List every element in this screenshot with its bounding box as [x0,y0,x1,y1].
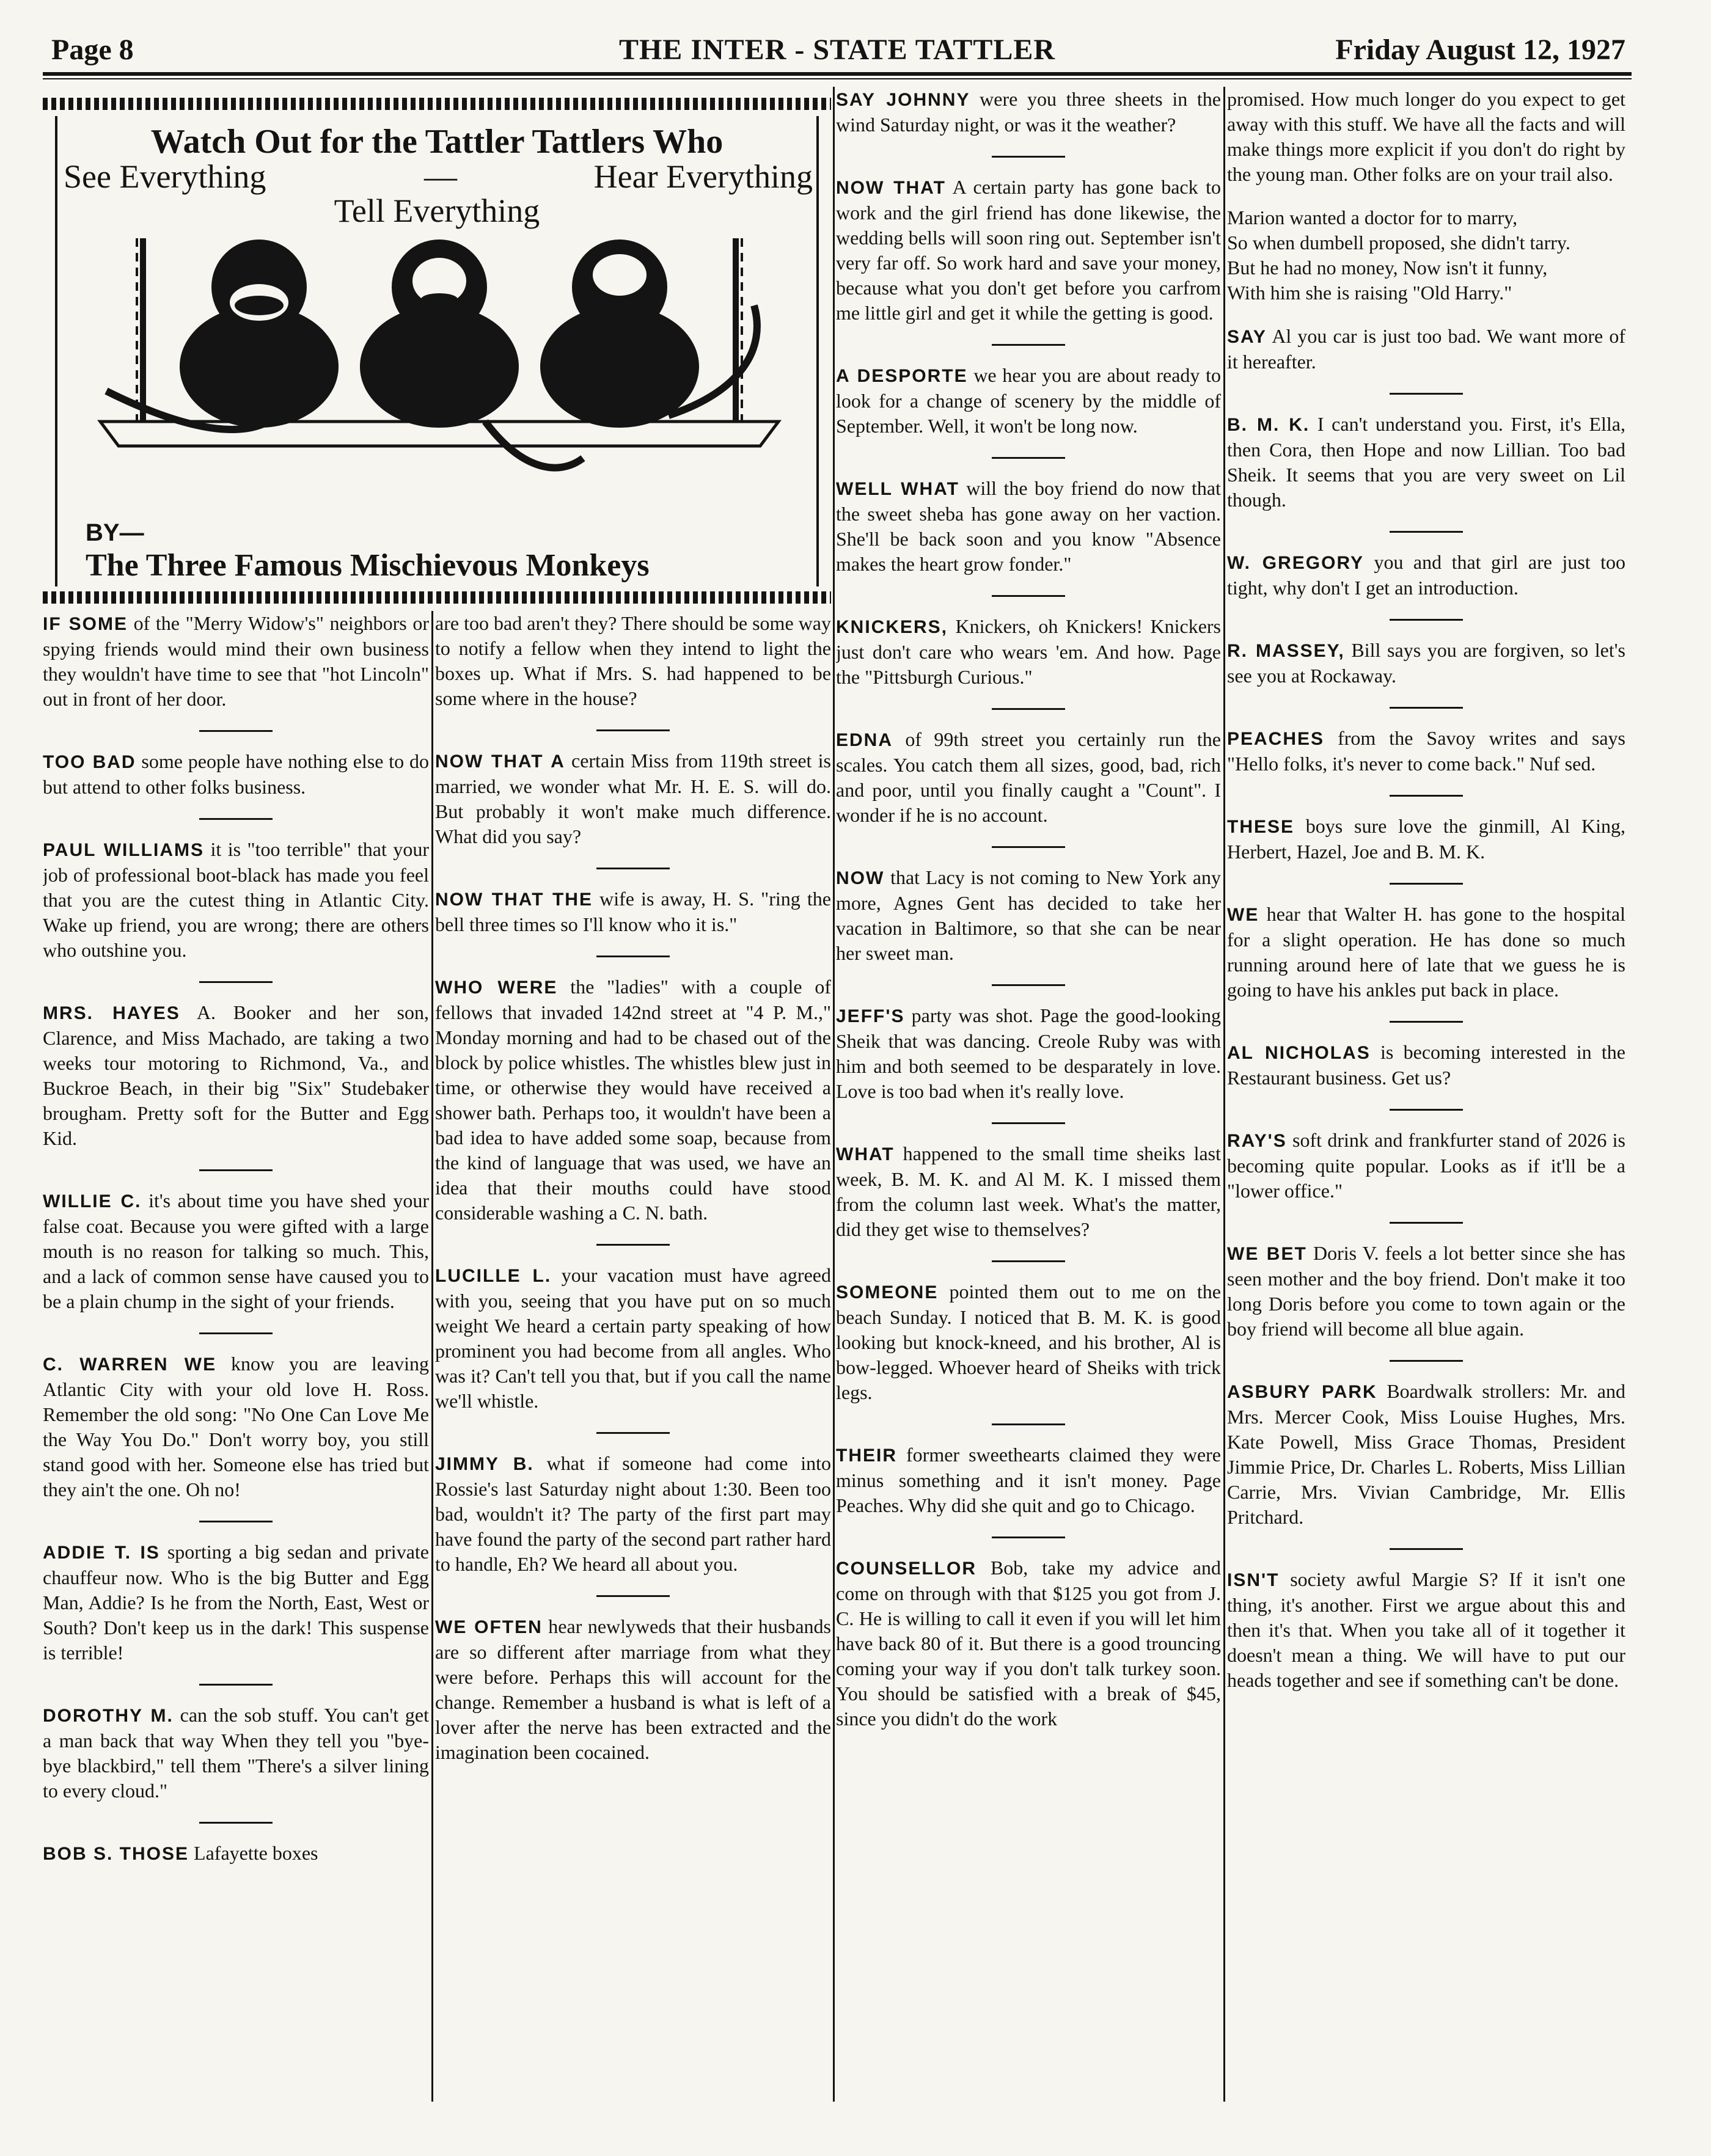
item-lead: R. MASSEY, [1227,641,1345,661]
item-lead: ADDIE T. IS [43,1543,160,1563]
item-separator [1390,1021,1463,1023]
item-lead: AL NICHOLAS [1227,1043,1371,1063]
item-text: Bob, take my advice and come on through with that $125 you got from J. C. He is willing to call it even if you will let him have back 80 of it. But there is a good trouncing coming your way if you don't talk turkey soon. You should be satisfied with a break of $45, since you didn't do the work [836,1557,1221,1730]
item-text: Doris V. feels a lot better since she has seen mother and the boy friend. Don't make it too long Doris before you come to town again or the boy friend will become all blue again. [1227,1242,1625,1340]
item-separator [199,981,273,983]
item-separator [596,729,670,731]
item-lead: MRS. HAYES [43,1003,180,1023]
verse-line: So when dumbell proposed, she didn't tarry. [1227,232,1570,254]
item-lead: WHAT [836,1144,895,1164]
decorative-border-top [43,98,831,110]
item-separator [1390,1109,1463,1111]
item-separator [596,1432,670,1434]
item-lead: BOB S. THOSE [43,1844,189,1864]
feature-frame [55,116,819,587]
item-separator [992,344,1065,346]
item-separator [1390,1548,1463,1550]
item-text: sporting a big sedan and private chauffeur now. Who is the big Butter and Egg Man, Addie? Is he from the North, East, West or South? Don't keep us in the dark! This suspense is terrible! [43,1541,429,1664]
gossip-item [1227,638,1625,689]
verse-line: With him she is raising "Old Harry." [1227,282,1512,304]
masthead-rule [43,72,1632,76]
item-separator [1390,795,1463,797]
gossip-item [43,1841,429,1866]
item-lead: EDNA [836,730,893,750]
gossip-item [836,1003,1221,1104]
gossip-item [1227,412,1625,513]
item-text: Knickers, oh Knickers! Knickers just don't care who wears 'em. And how. Page the "Pittsburgh Curious." [836,615,1221,688]
item-lead: COUNSELLOR [836,1559,976,1579]
gossip-item [435,748,831,849]
item-lead: WE OFTEN [435,1617,543,1637]
item-text: hear that Walter H. has gone to the hospital for a slight operation. He has done so much running around here of late that we guess he is going to have his ankles put back in place. [1227,903,1625,1001]
item-lead: WHO WERE [435,978,558,998]
item-lead: WE BET [1227,1244,1307,1264]
item-text: of the "Merry Widow's" neighbors or spying friends would mind their own business they wouldn't have time to see that "hot Lincoln" out in front of her door. [43,612,429,710]
item-text: boys sure love the ginmill, Al King, Herbert, Hazel, Joe and B. M. K. [1227,815,1625,863]
item-lead: ASBURY PARK [1227,1382,1377,1402]
item-separator [1390,531,1463,533]
gossip-item [435,1614,831,1765]
item-lead: C. WARREN WE [43,1354,217,1375]
item-text: is becoming interested in the Restaurant business. Get us? [1227,1041,1625,1089]
gossip-item [836,1279,1221,1405]
gossip-item [1227,1040,1625,1091]
decorative-border-bottom [43,591,831,604]
item-text: Boardwalk strollers: Mr. and Mrs. Mercer Cook, Miss Louise Hughes, Mrs. Kate Powell, Miss Grace Thomas, President Jimmie Price, Dr. Charles L. Roberts, Miss Lillian Carrie, Mrs. Vivian Cambridge, Mr. Ellis Pritchard. [1227,1380,1625,1528]
item-lead: SOMEONE [836,1282,939,1303]
item-text: pointed them out to me on the beach Sunday. I noticed that B. M. K. is good looking but knock-kneed, and his brother, Al is bow-legged. Whoever heard of Sheiks with trick legs. [836,1281,1221,1403]
masthead [43,24,1632,75]
item-lead: JEFF'S [836,1006,905,1026]
gossip-item [435,611,831,711]
item-text: that Lacy is not coming to New York any more, Agnes Gent has decided to take her vacation in Baltimore, so that she can be near her sweet man. [836,866,1221,964]
item-text: were you three sheets in the wind Saturday night, or was it the weather? [836,88,1221,136]
item-lead: TOO BAD [43,752,136,772]
item-separator [199,1169,273,1171]
gossip-item [1227,1128,1625,1204]
gossip-item [1227,902,1625,1003]
newspaper-title: THE INTER - STATE TATTLER [618,34,1056,66]
item-text: I can't understand you. First, it's Ella, then Cora, then Hope and now Lillian. Too bad Sheik. It seems that you are very sweet on Lil though. [1227,413,1625,511]
item-separator [596,956,670,957]
item-text: society awful Margie S? If it isn't one thing, it's another. First we argue about this and then it's that. When you take all of it together it doesn't mean a thing. We will have to put our heads together and see if something can't be done. [1227,1568,1625,1691]
gossip-item [43,837,429,963]
column-rule-3 [1223,87,1225,2102]
item-text: you and that girl are just too tight, why don't I get an introduction. [1227,551,1625,599]
gossip-item [43,1000,429,1151]
gossip-item [1227,1241,1625,1342]
item-text: A certain party has gone back to work and the girl friend has done likewise, the wedding bells will soon ring out. September isn't very far off. So work hard and save your money, because what you don't get before you carfrom me little girl and get it while the getting is good. [836,176,1221,324]
column-4-continuation: promised. How much longer do you expect to get away with this stuff. We have all the facts and will make things more explicit if you don't do right by the young man. Other folks are on your trail also. [1227,88,1625,185]
item-text: the "ladies" with a couple of fellows that invaded 142nd street at "4 P. M.," Monday morning and had to be chased out of the block by police whistles. The whistles blew just in time, or otherwise they would have received a shower bath. Perhaps too, it wouldn't have been a bad idea to have added some soap, because from the kind of language that was used, we have an idea that their mouths could have stood considerable washing a C. N. bath. [435,976,831,1224]
item-text: your vacation must have agreed with you, seeing that you have put on so much weight We heard a certain party speaking of how prominent you had become from all angles. Who was it? Can't tell you that, but if you call the name we'll whistle. [435,1264,831,1412]
item-separator [596,1244,670,1246]
item-separator [992,156,1065,158]
item-separator [992,984,1065,986]
item-separator [992,457,1065,459]
gossip-item [1227,550,1625,601]
item-text: former sweethearts claimed they were minus something and it isn't money. Page Peaches. Why did she quit and go to Chicago. [836,1444,1221,1516]
item-lead: RAY'S [1227,1131,1287,1151]
gossip-item [836,727,1221,828]
gossip-item [1227,814,1625,864]
gossip-item [836,1555,1221,1731]
item-lead: THEIR [836,1445,897,1466]
masthead-rule-thin [43,78,1632,79]
item-lead: JIMMY B. [435,1454,534,1474]
item-lead: IF SOME [43,614,128,634]
item-text: will the boy friend do now that the sweet sheba has gone away on her vaction. She'll be back soon and you know "Absence makes the heart grow fonder." [836,477,1221,575]
gossip-item [1227,324,1625,375]
item-text: we hear you are about ready to look for a change of scenery by the middle of September. Well, it won't be long now. [836,364,1221,437]
item-text: wife is away, H. S. "ring the bell three times so I'll know who it is." [435,888,831,935]
item-separator [199,1822,273,1824]
gossip-item [43,1703,429,1803]
item-separator [1390,1222,1463,1224]
item-separator [596,868,670,869]
item-lead: A DESPORTE [836,366,968,386]
item-text: Bill says you are forgiven, so let's see you at Rockaway. [1227,639,1625,687]
item-text: it is "too terrible" that your job of professional boot-black has made you feel that you are the cutest thing in Atlantic City. Wake up friend, you are wrong; there are others who outshine you. [43,838,429,961]
gossip-item [43,749,429,800]
item-lead: SAY [1227,327,1267,347]
issue-date: Friday August 12, 1927 [1335,34,1625,66]
item-separator [992,708,1065,710]
gossip-item [43,611,429,712]
gossip-item [1227,1567,1625,1693]
three-monkeys-illustration [94,238,785,507]
gossip-item [43,1188,429,1314]
monkey-speak-no-evil [540,239,699,428]
item-separator [992,1260,1065,1262]
item-lead: PAUL WILLIAMS [43,840,205,860]
item-text: hear newlyweds that their husbands are so different after marriage from what they were before. Perhaps this will account for the change. Remember a husband is what is left of a lover after the nerve has been extracted and the imagination been cocained. [435,1615,831,1763]
item-text: Al you car is just too bad. We want more of it hereafter. [1227,325,1625,373]
column-4 [1227,87,1625,2102]
item-text: soft drink and frankfurter stand of 2026 is becoming quite popular. Looks as if it'll be a "lower office." [1227,1129,1625,1202]
page-number: Page 8 [51,34,134,66]
gossip-item [43,1351,429,1502]
item-lead: W. GREGORY [1227,553,1365,573]
item-separator [1390,883,1463,885]
column-1 [43,611,429,2102]
item-text: what if someone had come into Rossie's last Saturday night about 1:30. Been too bad, wouldn't it? The party of the first part may have found the party of the second part rather hard to handle, Eh? We heard all about you. [435,1452,831,1575]
item-lead: B. M. K. [1227,415,1310,435]
gossip-item [435,886,831,937]
subhead-dash: — [424,158,457,195]
column-3 [836,87,1221,2102]
item-separator [199,1521,273,1522]
column-rule-2 [833,87,835,2102]
item-lead: WILLIE C. [43,1191,142,1211]
column-4-items [1227,324,1625,1693]
column-2 [435,611,831,2102]
item-lead: NOW THAT THE [435,890,593,910]
item-lead: ISN'T [1227,1570,1280,1590]
item-lead: NOW [836,868,885,888]
verse-line: Marion wanted a doctor for to marry, [1227,206,1518,228]
item-lead: NOW THAT A [435,751,565,772]
feature-headline: Watch Out for the Tattler Tattlers Who [150,123,724,161]
gossip-item [43,1540,429,1665]
item-separator [1390,707,1463,709]
gossip-item [435,1451,831,1577]
item-separator [992,595,1065,597]
item-lead: WELL WHAT [836,479,959,499]
gossip-item [435,974,831,1226]
item-separator [992,1537,1065,1538]
item-separator [199,1332,273,1334]
verse-line: But he had no money, Now isn't it funny, [1227,257,1548,279]
gossip-item [836,476,1221,577]
item-text: party was shot. Page the good-looking Sheik that was dancing. Creole Ruby was with him and both seemed to be desparately in love. Love is too bad when it's really love. [836,1004,1221,1102]
item-lead: LUCILLE L. [435,1266,552,1286]
gossip-item [836,1442,1221,1518]
item-lead: THESE [1227,817,1295,837]
feature-byline: The Three Famous Mischievous Monkeys [86,548,650,583]
gossip-item [836,87,1221,137]
item-lead: WE [1227,905,1259,925]
gossip-item [435,1263,831,1414]
item-lead: PEACHES [1227,729,1325,749]
item-separator [199,818,273,820]
item-separator [992,1423,1065,1425]
item-separator [1390,393,1463,395]
gossip-item [836,1141,1221,1242]
item-text: Lafayette boxes [189,1842,318,1864]
item-lead: NOW THAT [836,178,946,198]
item-separator [1390,1360,1463,1362]
item-separator [1390,619,1463,621]
monkey-hear-no-evil [360,239,519,428]
item-text: some people have nothing else to do but attend to other folks business. [43,750,429,798]
gossip-item [1227,1379,1625,1530]
item-separator [596,1595,670,1597]
item-text: A. Booker and her son, Clarence, and Miss Machado, are taking a two weeks tour motoring to Richmond, Va., and Buckroe Beach, in their big "Six" Studebaker brougham. Pretty soft for the Butter and Egg Kid. [43,1001,429,1149]
item-text: happened to the small time sheiks last week, B. M. K. and Al M. K. I missed them from the column last week. What's the matter, did they get wise to themselves? [836,1142,1221,1240]
gossip-item [836,614,1221,690]
subhead-hear: Hear Everything [593,158,813,195]
item-text: are too bad aren't they? There should be some way to notify a fellow when they intend to light the boxes up. What if Mrs. S. had happened to be some where in the house? [435,612,831,709]
item-separator [199,730,273,732]
feature-by: BY— [86,519,144,546]
gossip-item [836,865,1221,966]
item-text: it's about time you have shed your false coat. Because you were gifted with a large mouth is no reason for talking so much. This, and a lack of common sense have caused you to be a plain chump in the sight of your friends. [43,1189,429,1312]
item-text: of 99th street you certainly run the scales. You catch them all sizes, good, bad, rich and poor, until you finally caught a "Count". I wonder if he is no account. [836,728,1221,826]
item-text: certain Miss from 119th street is married, we wonder what Mr. H. E. S. will do. But probably it won't make much difference. What did you say? [435,750,831,847]
gossip-item [1227,726,1625,777]
column-rule-1 [431,611,433,2102]
item-lead: SAY JOHNNY [836,90,970,110]
marion-verse [1227,205,1625,305]
item-lead: KNICKERS, [836,617,948,637]
gossip-item [836,175,1221,326]
item-text: can the sob stuff. You can't get a man back that way When they tell you "bye-bye blackbird," tell them "There's a silver lining to every cloud." [43,1704,429,1802]
monkey-see-no-evil [180,239,339,428]
subhead-see: See Everything [64,158,266,195]
subhead-tell: Tell Everything [334,192,540,229]
gossip-item [836,363,1221,439]
item-separator [992,846,1065,848]
item-lead: DOROTHY M. [43,1706,174,1726]
item-text: know you are leaving Atlantic City with your old love H. Ross. Remember the old song: "No One Can Love Me the Way You Do." Don't worry boy, you still stand good with her. Someone else has tried but they ain't the one. Oh no! [43,1353,429,1500]
monkeys-feature-box [43,98,831,611]
item-separator [199,1684,273,1686]
item-separator [992,1122,1065,1124]
item-text: from the Savoy writes and says "Hello folks, it's never to come back." Nuf sed. [1227,727,1625,775]
